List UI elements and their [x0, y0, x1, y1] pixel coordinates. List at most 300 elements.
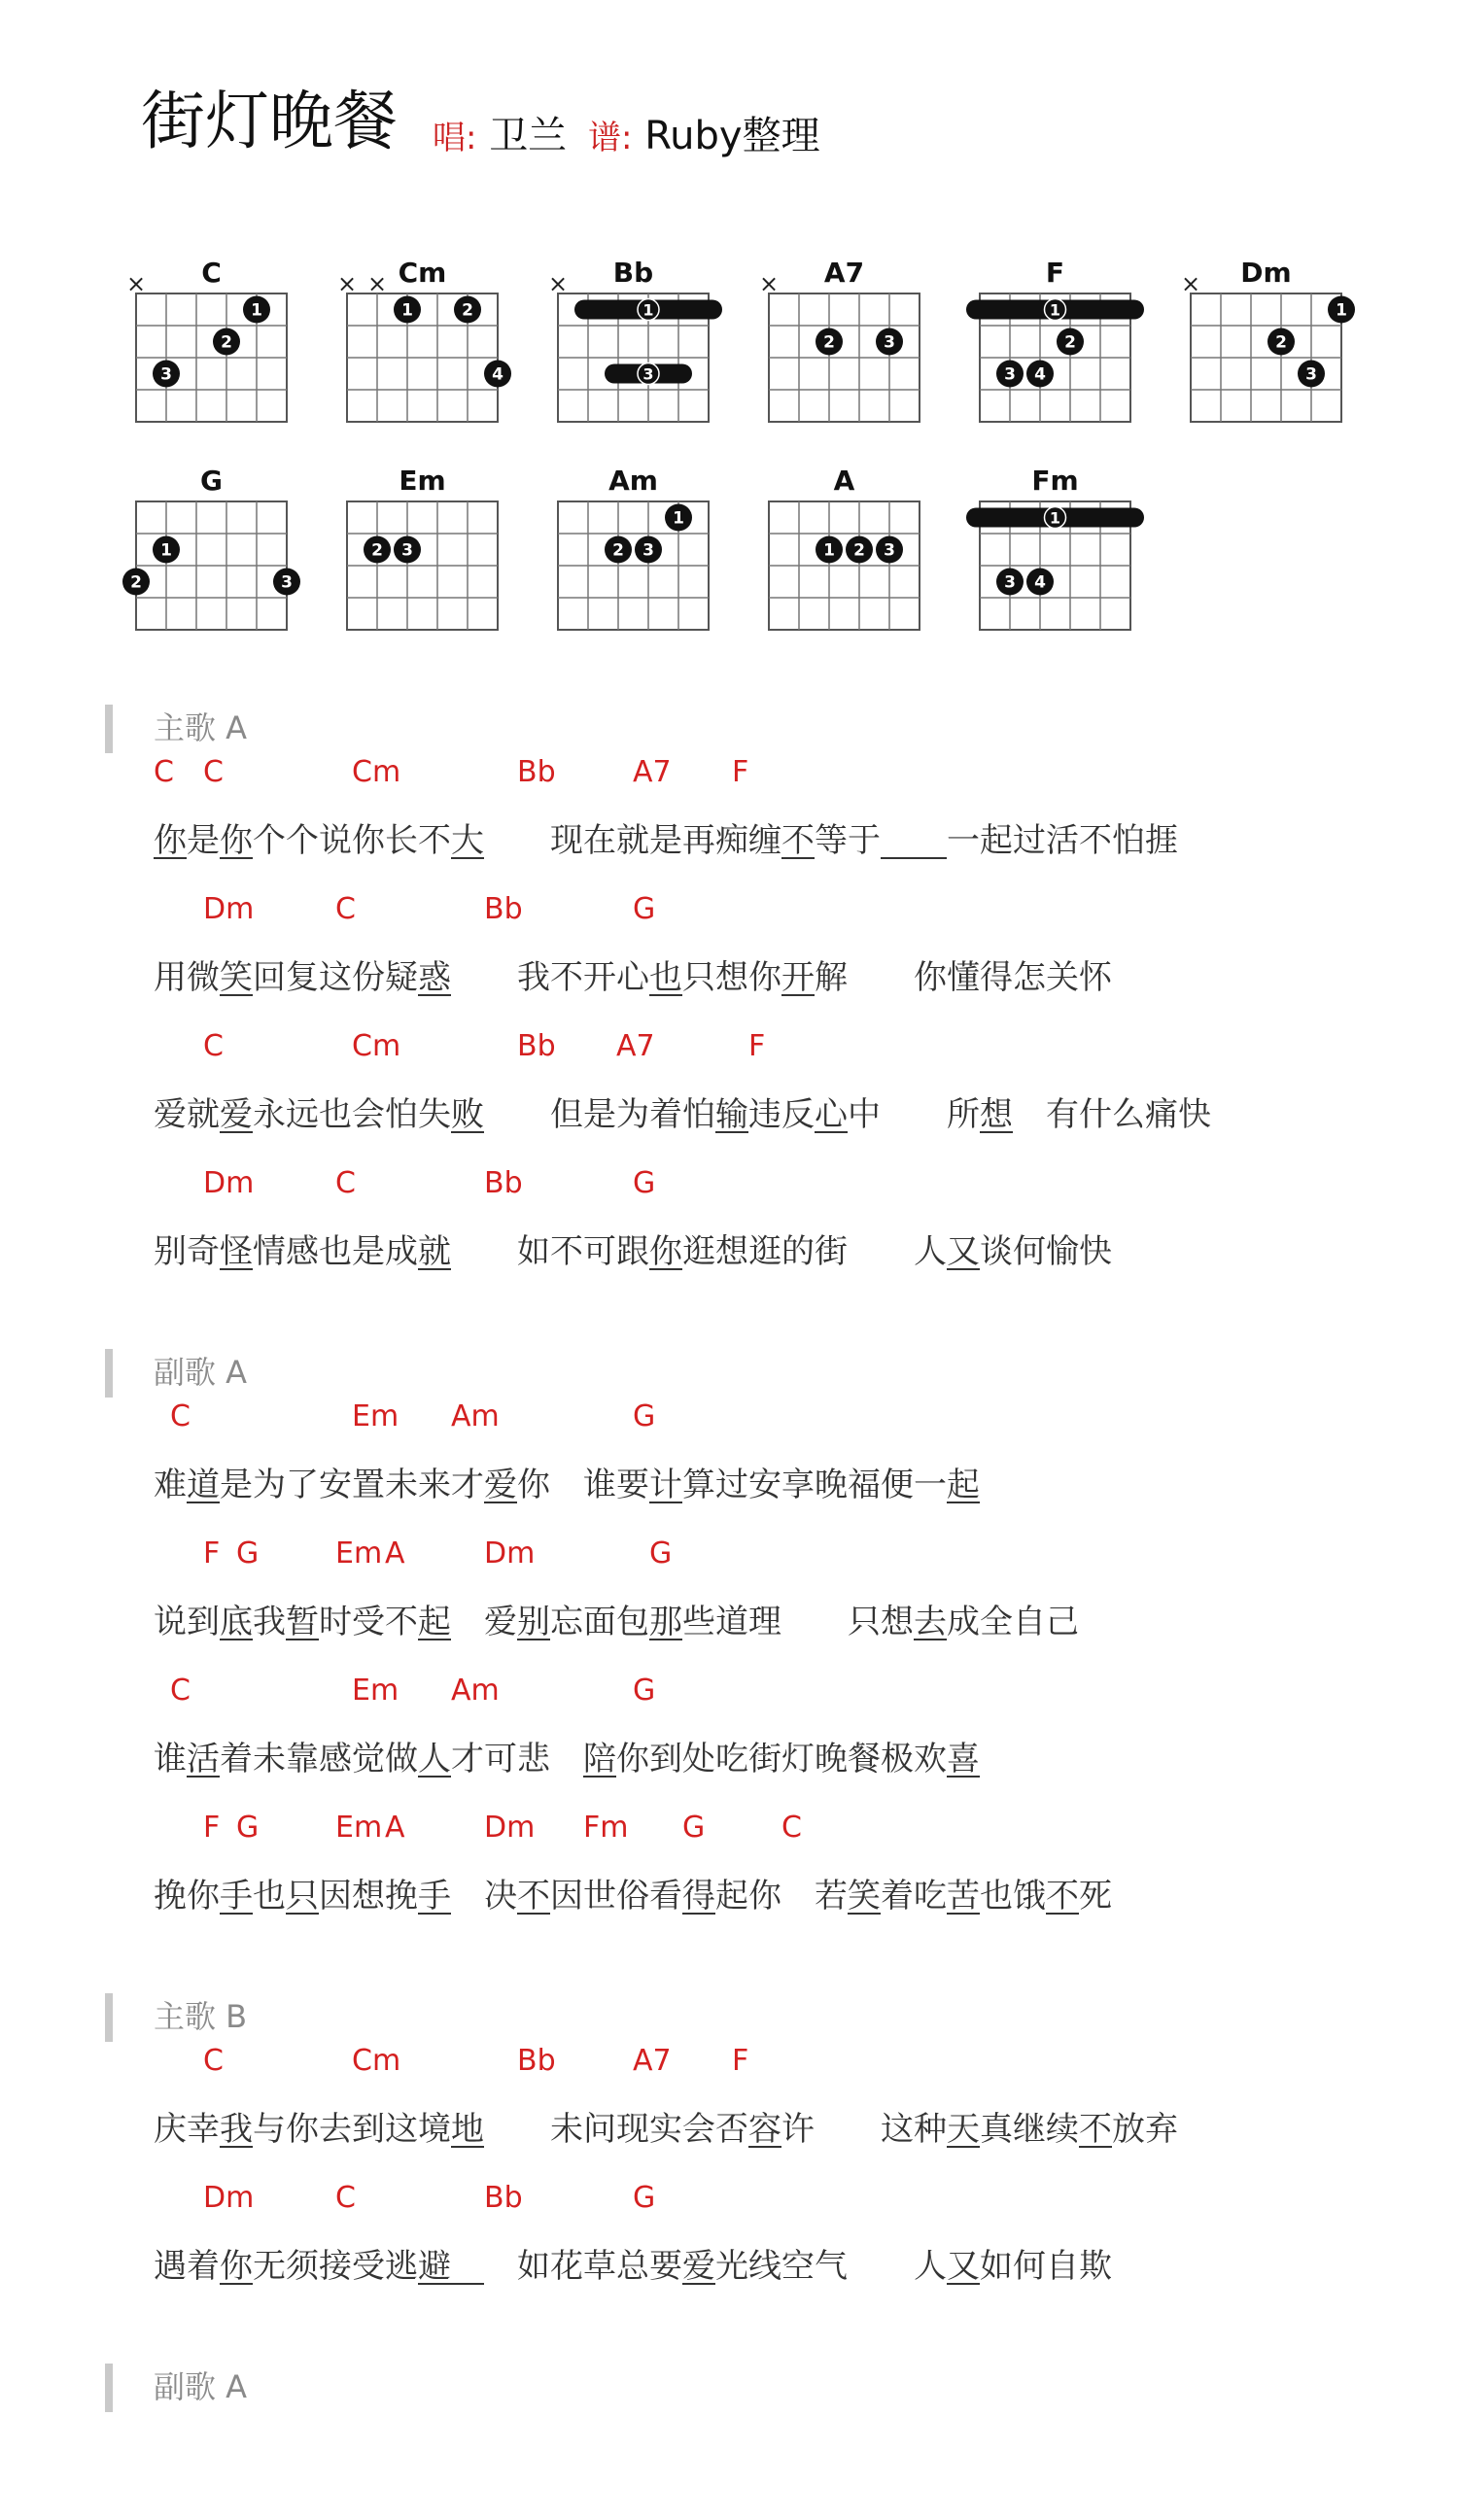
lyric-char: 怕: [385, 1095, 418, 1134]
lyric-char: 喜: [947, 1740, 980, 1778]
lyric-char: 受: [352, 1603, 385, 1641]
lyric-char: 一: [914, 1466, 947, 1504]
chord-label: Am: [451, 1674, 500, 1708]
lyric-char: [484, 824, 517, 857]
lyric-char: 实: [649, 2110, 682, 2149]
singer-name: 卫兰: [489, 114, 568, 158]
lyric-char: [881, 2250, 914, 2283]
lyric-char: 大: [451, 821, 484, 860]
lyric-char: [848, 1235, 881, 1268]
lyric-char: [517, 1098, 550, 1131]
chord-name: Am: [608, 465, 658, 497]
lyric-line: [154, 1095, 1211, 1134]
lyric-char: 不: [1079, 2110, 1112, 2149]
lyric-char: 到: [649, 1740, 682, 1778]
lyric-char: 是: [187, 821, 220, 860]
lyric-char: 别: [154, 1232, 187, 1271]
chord-label: G: [633, 892, 656, 926]
chord-label: C: [335, 1166, 356, 1200]
lyric-char: 谁: [583, 1466, 616, 1504]
lyric-char: 你: [649, 1232, 682, 1271]
lyric-char: 你: [748, 958, 781, 997]
lyric-char: 安: [319, 1466, 352, 1504]
lyric-char: 种: [914, 2110, 947, 2149]
lyric-char: 幸: [187, 2110, 220, 2149]
lyric-char: 份: [352, 958, 385, 997]
lyric-char: 为: [616, 1095, 649, 1134]
lyric-char: 道: [715, 1603, 748, 1641]
chord-label: G: [682, 1811, 706, 1845]
lyric-char: 死: [1079, 1877, 1112, 1916]
lyric-char: 着: [881, 1877, 914, 1916]
lyric-char: 苦: [947, 1877, 980, 1916]
lyric-char: 这: [319, 958, 352, 997]
lyric-char: 捱: [1145, 821, 1178, 860]
lyric-char: 爱: [484, 1603, 517, 1641]
chord-label: C: [203, 755, 224, 789]
lyric-char: 要: [616, 1466, 649, 1504]
lyric-char: 底: [220, 1603, 253, 1641]
lyric-char: 想: [352, 1877, 385, 1916]
lyric-char: 情: [253, 1232, 286, 1271]
lyric-char: 避: [418, 2247, 451, 2286]
chord-label: F: [203, 1536, 221, 1571]
chord-label: C: [170, 1674, 191, 1708]
lyric-char: 怪: [220, 1232, 253, 1271]
section-label: 主歌 A: [154, 709, 248, 746]
chord-label: Bb: [484, 2181, 523, 2215]
mute-mark: ×: [336, 270, 358, 297]
lyric-line: [154, 821, 1178, 860]
chord-diagram-c: [126, 257, 287, 422]
lyric-char: 快: [1079, 1232, 1112, 1271]
lyric-char: 疑: [385, 958, 418, 997]
lyric-char: 享: [781, 1466, 815, 1504]
lyric-char: [484, 961, 517, 994]
lyric-char: 着: [187, 2247, 220, 2286]
lyric-char: [815, 1605, 848, 1639]
lyric-char: 不: [418, 821, 451, 860]
lyric-char: 气: [815, 2247, 848, 2286]
chord-label: A7: [633, 755, 672, 789]
mute-mark: ×: [547, 270, 569, 297]
mute-mark: ×: [1180, 270, 1201, 297]
lyric-char: 想: [980, 1095, 1013, 1134]
lyric-char: 花: [550, 2247, 583, 2286]
lyric-char: 违: [748, 1095, 781, 1134]
lyric-char: 只: [682, 958, 715, 997]
lyric-char: 因: [319, 1877, 352, 1916]
lyric-char: 惑: [418, 958, 451, 997]
finger-number: 1: [1049, 508, 1061, 528]
lyric-char: 笑: [848, 1877, 881, 1916]
lyric-char: 是: [583, 1095, 616, 1134]
lyric-char: 无: [253, 2247, 286, 2286]
lyric-char: 如: [980, 2247, 1013, 2286]
lyric-char: [848, 961, 881, 994]
lyric-char: 晚: [815, 1466, 848, 1504]
lyric-char: 挽: [154, 1877, 187, 1916]
lyric-char: 怀: [1079, 958, 1112, 997]
lyric-char: [1013, 1098, 1046, 1131]
lyric-char: 爱: [484, 1466, 517, 1504]
lyric-char: 安: [748, 1466, 781, 1504]
lyric-char: 说: [154, 1603, 187, 1641]
lyric-char: 感: [319, 1740, 352, 1778]
lyric-char: 手: [220, 1877, 253, 1916]
finger-number: 4: [1034, 364, 1046, 385]
lyric-char: 你: [220, 821, 253, 860]
lyric-char: [914, 1098, 947, 1131]
lyric-line: [154, 1232, 1112, 1271]
lyric-char: [848, 2113, 881, 2146]
lyric-char: 灯: [781, 1740, 815, 1778]
lyric-char: 忘: [550, 1603, 583, 1641]
finger-number: 2: [371, 540, 383, 561]
lyric-char: [848, 2250, 881, 2283]
arranger-name: Ruby整理: [644, 114, 820, 158]
lyric-char: 去: [914, 1603, 947, 1641]
lyric-char: 是: [352, 1232, 385, 1271]
lyric-char: 时: [319, 1603, 352, 1641]
lyric-char: 也: [649, 958, 682, 997]
lyric-char: 我: [517, 958, 550, 997]
finger-number: 1: [823, 540, 835, 561]
chord-diagram-g: [122, 465, 300, 630]
section-bar: [105, 1349, 113, 1398]
lyric-char: 真: [980, 2110, 1013, 2149]
lyric-char: 在: [583, 821, 616, 860]
finger-number: 1: [642, 300, 654, 320]
lyric-char: 用: [154, 958, 187, 997]
lyric-char: [517, 2113, 550, 2146]
lyric-char: 谈: [980, 1232, 1013, 1271]
chord-name: Cm: [398, 257, 447, 289]
lyric-char: 手: [418, 1877, 451, 1916]
lyric-char: 只: [848, 1603, 881, 1641]
lyric-char: 为: [253, 1466, 286, 1504]
lyric-char: 去: [319, 2110, 352, 2149]
lyric-char: 会: [352, 1095, 385, 1134]
lyric-char: 怕: [682, 1095, 715, 1134]
lyric-char: 自: [1013, 1603, 1046, 1641]
finger-number: 2: [853, 540, 865, 561]
lyric-char: 何: [1013, 1232, 1046, 1271]
lyric-char: 这: [881, 2110, 914, 2149]
chord-name: F: [1045, 257, 1065, 289]
song-title: 街灯晚餐: [141, 84, 398, 158]
lyric-char: 全: [980, 1603, 1013, 1641]
lyric-char: 置: [352, 1466, 385, 1504]
lyric-char: 长: [385, 821, 418, 860]
lyric-line: [154, 958, 1112, 997]
lyric-char: 你: [286, 2110, 319, 2149]
chord-label: F: [203, 1811, 221, 1845]
lyric-char: 个: [286, 821, 319, 860]
section-bar: [105, 705, 113, 753]
lyric-char: 接: [319, 2247, 352, 2286]
lyric-char: 就: [616, 821, 649, 860]
chord-label: Bb: [517, 2044, 556, 2078]
lyric-char: 就: [187, 1095, 220, 1134]
lyric-char: [550, 1743, 583, 1776]
finger-number: 1: [1049, 300, 1061, 320]
finger-number: 2: [130, 572, 142, 593]
lyric-char: 了: [286, 1466, 319, 1504]
lyric-char: 何: [1013, 2247, 1046, 2286]
section-label: 副歌 A: [154, 2368, 248, 2405]
lyric-char: 我: [220, 2110, 253, 2149]
lyric-char: 极: [881, 1740, 914, 1778]
lyric-char: [484, 1235, 517, 1268]
chord-label: Em: [335, 1536, 383, 1571]
lyric-char: 微: [187, 958, 220, 997]
mute-mark: ×: [758, 270, 780, 297]
lyric-char: 愉: [1046, 1232, 1079, 1271]
lyric-char: 你: [220, 2247, 253, 2286]
chord-label: A7: [616, 1029, 655, 1063]
lyric-char: 也: [980, 1877, 1013, 1916]
chord-label: Fm: [583, 1811, 629, 1845]
finger-number: 3: [642, 540, 654, 561]
lyric-char: 街: [815, 1232, 848, 1271]
lyric-char: 线: [748, 2247, 781, 2286]
lyric-char: 这: [385, 2110, 418, 2149]
lyric-char: 得: [980, 958, 1013, 997]
chord-diagram-bb: [548, 257, 712, 422]
chord-name: Fm: [1031, 465, 1079, 497]
lyric-char: 吃: [914, 1877, 947, 1916]
section-bar: [105, 2364, 113, 2412]
lyric-char: 活: [187, 1740, 220, 1778]
finger-number: 3: [401, 540, 413, 561]
lyric-char: 你: [187, 1877, 220, 1916]
lyric-char: 快: [1178, 1095, 1211, 1134]
lyric-char: 想: [715, 958, 748, 997]
chord-diagram-fm: [976, 465, 1134, 630]
chord-diagram-em: [347, 465, 498, 630]
lyric-char: 也: [319, 1095, 352, 1134]
lyric-char: 永: [253, 1095, 286, 1134]
lyric-char: 缠: [748, 821, 781, 860]
lyric-char: 否: [715, 2110, 748, 2149]
chord-name: C: [201, 257, 222, 289]
chord-label: G: [633, 1399, 656, 1433]
lyric-char: 我: [253, 1603, 286, 1641]
chord-label: Bb: [484, 892, 523, 926]
lyric-char: 俗: [616, 1877, 649, 1916]
finger-number: 2: [612, 540, 624, 561]
lyric-char: 输: [715, 1095, 748, 1134]
section-bar: [105, 1993, 113, 2042]
lyric-char: 成: [947, 1603, 980, 1641]
chord-label: A7: [633, 2044, 672, 2078]
finger-number: 1: [673, 508, 684, 529]
lyric-char: 包: [616, 1603, 649, 1641]
lyric-char: 庆: [154, 2110, 187, 2149]
lyric-char: 过: [1013, 821, 1046, 860]
chord-diagram-f: [976, 257, 1134, 422]
chord-label: G: [649, 1536, 673, 1571]
lyric-char: 若: [815, 1877, 848, 1916]
lyric-line: [154, 1877, 1112, 1916]
chord-label: F: [732, 755, 749, 789]
lyric-char: 又: [947, 1232, 980, 1271]
finger-number: 1: [160, 540, 172, 561]
lyric-char: 草: [583, 2247, 616, 2286]
lyric-char: 光: [715, 2247, 748, 2286]
lyric-char: 得: [682, 1877, 715, 1916]
lyric-char: 你: [154, 821, 187, 860]
chord-label: Bb: [484, 1166, 523, 1200]
lyric-char: 就: [418, 1232, 451, 1271]
chord-label: C: [203, 1029, 224, 1063]
lyric-char: 怕: [1112, 821, 1145, 860]
lyric-char: 才: [451, 1740, 484, 1778]
chord-label: Am: [451, 1399, 500, 1433]
lyric-char: [484, 1098, 517, 1131]
lyric-char: 爱: [220, 1095, 253, 1134]
lyric-char: 到: [187, 1603, 220, 1641]
section-label: 副歌 A: [154, 1354, 248, 1391]
lyric-char: 也: [253, 1877, 286, 1916]
lyric-char: 开: [583, 958, 616, 997]
lyric-char: 做: [385, 1740, 418, 1778]
finger-number: 3: [1004, 364, 1016, 385]
chord-diagram-am: [558, 465, 709, 630]
lyric-char: [451, 1880, 484, 1913]
lyric-char: 到: [352, 2110, 385, 2149]
lyric-char: 晚: [815, 1740, 848, 1778]
lyric-char: 跟: [616, 1232, 649, 1271]
lyric-char: 逃: [385, 2247, 418, 2286]
lyric-char: 反: [781, 1095, 815, 1134]
lyric-char: 复: [286, 958, 319, 997]
lyric-char: 着: [220, 1740, 253, 1778]
chord-label: C: [170, 1399, 191, 1433]
finger-number: 1: [401, 300, 413, 321]
lyric-char: 理: [748, 1603, 781, 1641]
lyric-char: 起: [418, 1603, 451, 1641]
finger-number: 3: [1004, 572, 1016, 593]
lyric-char: 不: [550, 958, 583, 997]
lyric-char: 许: [781, 2110, 815, 2149]
lyric-char: 天: [947, 2110, 980, 2149]
finger-number: 2: [462, 300, 473, 321]
lyric-char: 福: [848, 1466, 881, 1504]
lyric-char: 起: [947, 1466, 980, 1504]
lyric-line: [154, 1740, 980, 1778]
lyric-char: [451, 1605, 484, 1639]
lyric-char: 不: [1079, 821, 1112, 860]
lyric-char: [451, 2250, 484, 2285]
lyric-char: 你: [748, 1877, 781, 1916]
lyric-char: 解: [815, 958, 848, 997]
chord-label: A: [385, 1536, 405, 1571]
lyric-char: 自: [1046, 2247, 1079, 2286]
lyric-char: 继: [1013, 2110, 1046, 2149]
lyric-char: 只: [286, 1877, 319, 1916]
mute-mark: ×: [125, 270, 147, 297]
lyric-char: 未: [385, 1466, 418, 1504]
lyric-char: 难: [154, 1466, 187, 1504]
lyric-char: [881, 824, 914, 859]
lyric-char: [881, 1235, 914, 1268]
lyric-char: 的: [781, 1232, 815, 1271]
lyric-char: 饿: [1013, 1877, 1046, 1916]
finger-number: 2: [1064, 332, 1076, 353]
lyric-char: 便: [881, 1466, 914, 1504]
lyric-char: 你: [616, 1740, 649, 1778]
lyric-char: 遇: [154, 2247, 187, 2286]
lyric-char: 己: [1046, 1603, 1079, 1641]
lyric-line: [154, 2247, 1112, 2286]
lyric-line: [154, 1605, 1079, 1640]
lyric-char: 回: [253, 958, 286, 997]
lyric-char: 算: [682, 1466, 715, 1504]
chord-label: C: [781, 1811, 802, 1845]
lyric-char: 受: [352, 2247, 385, 2286]
lyric-char: 餐: [848, 1740, 881, 1778]
lyric-char: 爱: [154, 1095, 187, 1134]
lyric-char: 所: [947, 1095, 980, 1134]
lyric-char: [484, 2250, 517, 2283]
lyric-char: [914, 824, 947, 859]
lyric-char: 你: [914, 958, 947, 997]
lyric-char: 现: [616, 2110, 649, 2149]
finger-number: 4: [492, 364, 503, 385]
chord-name: Bb: [612, 257, 654, 289]
chord-label: A: [385, 1811, 405, 1845]
chord-label: G: [633, 1166, 656, 1200]
lyric-char: 中: [848, 1095, 881, 1134]
singer-label: 唱:: [433, 119, 477, 157]
mute-mark: ×: [366, 270, 388, 297]
lyric-char: 逛: [748, 1232, 781, 1271]
finger-number: 1: [251, 300, 262, 321]
lyric-char: [550, 1468, 583, 1502]
lyric-char: 痴: [715, 821, 748, 860]
finger-number: 4: [1034, 572, 1046, 593]
lyric-char: 什: [1079, 1095, 1112, 1134]
chord-name: A7: [823, 257, 865, 289]
finger-number: 1: [1336, 300, 1347, 321]
chord-label: Em: [352, 1674, 399, 1708]
chord-label: Em: [335, 1811, 383, 1845]
lyric-char: 开: [781, 958, 815, 997]
lyric-char: 爱: [682, 2247, 715, 2286]
chord-diagram-a: [769, 465, 920, 630]
lyric-char: 逛: [682, 1232, 715, 1271]
lyric-char: 才: [451, 1466, 484, 1504]
lyric-char: 失: [418, 1095, 451, 1134]
lyric-char: 决: [484, 1877, 517, 1916]
chord-label: Dm: [203, 892, 255, 926]
lyric-char: 计: [649, 1466, 682, 1504]
chord-label: G: [236, 1811, 260, 1845]
lyric-line: [154, 1468, 980, 1503]
chord-diagram-dm: [1181, 257, 1355, 422]
lyric-char: 心: [815, 1095, 848, 1134]
chord-label: Bb: [517, 1029, 556, 1063]
lyric-char: 过: [715, 1466, 748, 1504]
lyric-char: 谁: [154, 1740, 187, 1778]
lyric-char: 怎: [1013, 958, 1046, 997]
lyric-char: 那: [649, 1603, 682, 1641]
finger-number: 2: [823, 332, 835, 353]
lyric-char: 想: [881, 1603, 914, 1641]
chord-name: G: [200, 465, 223, 497]
